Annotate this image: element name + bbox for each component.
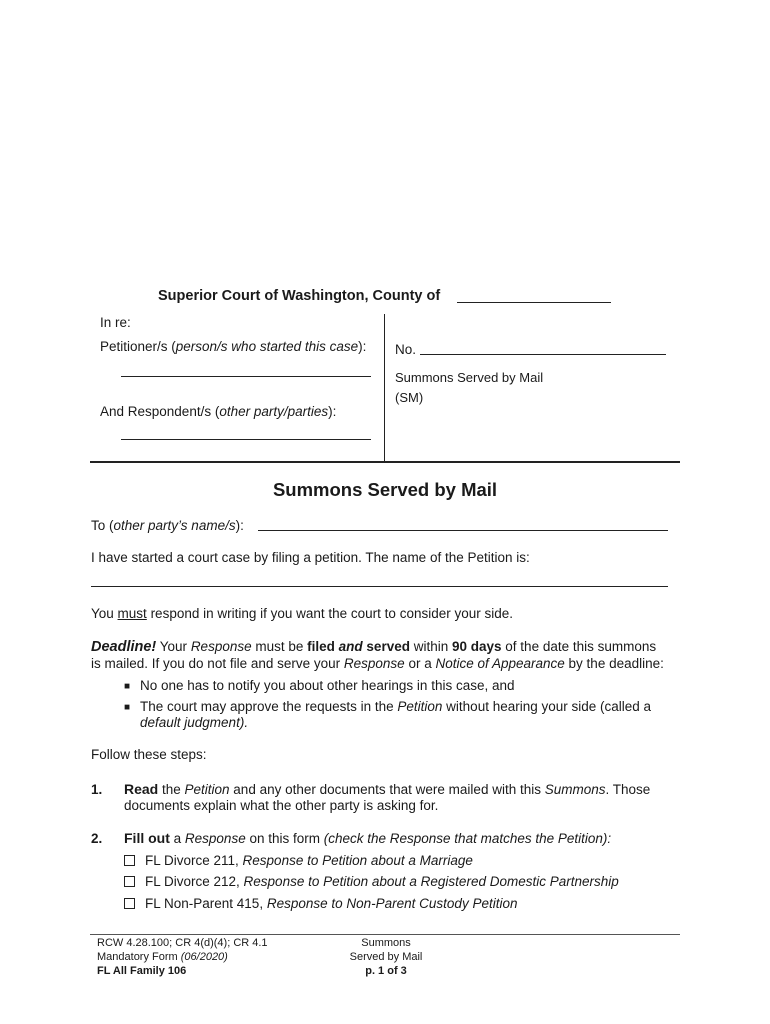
bullet-icon: ■	[124, 681, 131, 692]
deadline-bi2: and	[338, 639, 363, 654]
step-2-line-1	[124, 830, 611, 847]
step-1-line-1	[124, 781, 650, 798]
footer-rule	[90, 934, 680, 935]
deadline-l2-i1: Response	[343, 656, 405, 671]
option-name: Response to Petition about a Marriage	[242, 853, 473, 868]
deadline-l2-t2: or a	[404, 656, 436, 671]
step-2-i2: (check the Response that matches the Petition):	[323, 831, 612, 846]
respondent-label-end: ):	[328, 404, 337, 419]
follow-steps-heading: Follow these steps:	[91, 747, 207, 762]
step-1-t1: the	[158, 782, 185, 797]
deadline-l2-t3: by the deadline:	[564, 656, 664, 671]
checkbox[interactable]	[124, 855, 135, 866]
bullet-icon: ■	[124, 702, 131, 713]
deadline-t2: must be	[251, 639, 308, 654]
footer-mandatory-date: (06/2020)	[180, 951, 228, 963]
deadline-line-1	[91, 638, 656, 656]
step-2-i1: Response	[184, 831, 246, 846]
deadline-b3: 90 days	[452, 639, 502, 654]
footer-center-2: Served by Mail	[349, 951, 423, 963]
page-number: p. 1 of 3	[365, 965, 407, 977]
respondent-label	[100, 403, 336, 420]
must-post: respond in writing if you want the court to consider your side.	[146, 606, 513, 621]
case-number-field[interactable]	[420, 354, 666, 355]
must-respond-text	[91, 605, 513, 622]
footer-form-id: FL All Family 106	[97, 965, 187, 977]
checkbox[interactable]	[124, 898, 135, 909]
bullet-item	[124, 677, 515, 695]
step-2-t2: on this form	[245, 831, 324, 846]
deadline-t4: of the date this summons	[501, 639, 657, 654]
step-1-t2: and any other documents that were mailed with this	[229, 782, 545, 797]
option-name: Response to Petition about a Registered Domestic Partnership	[243, 874, 619, 889]
footer-mandatory-text: Mandatory Form	[97, 951, 181, 963]
checkbox[interactable]	[124, 876, 135, 887]
step-1-line-2: documents explain what the other party is asking for.	[124, 798, 439, 813]
bullet-2-line-2: default judgment).	[140, 715, 249, 730]
response-option-non-parent-415[interactable]	[124, 895, 517, 912]
option-name: Response to Non-Parent Custody Petition	[266, 896, 518, 911]
bullet-1-text: No one has to notify you about other hearings in this case, and	[140, 678, 515, 693]
option-code: FL Divorce 211,	[145, 853, 243, 868]
caption-divider	[384, 314, 385, 462]
must-underlined: must	[117, 606, 147, 621]
response-option-divorce-211[interactable]	[124, 852, 473, 869]
deadline-l2-i2: Notice of Appearance	[435, 656, 565, 671]
step-1-t3: . Those	[605, 782, 651, 797]
petition-name-field[interactable]	[91, 586, 668, 587]
other-party-name-field[interactable]	[258, 530, 668, 531]
step-2-bold: Fill out	[124, 830, 170, 846]
deadline-line-2	[91, 655, 664, 672]
deadline-b1: filed	[307, 639, 339, 654]
footer-center-1: Summons	[361, 937, 411, 949]
step-2-number: 2.	[91, 831, 103, 846]
option-code: FL Divorce 212,	[145, 874, 244, 889]
case-number-label: No.	[395, 342, 417, 357]
step-1-i2: Summons	[544, 782, 606, 797]
court-title-text: Superior Court of Washington, County of	[158, 288, 441, 304]
in-re-label: In re:	[100, 315, 131, 330]
step-2-t1: a	[169, 831, 185, 846]
deadline-l2-t1: is mailed. If you do not file and serve your	[91, 656, 344, 671]
bullet-2-t2: without hearing your side (called a	[442, 699, 652, 714]
court-title	[158, 288, 440, 304]
step-1-number: 1.	[91, 782, 103, 797]
footer-mandatory	[97, 950, 228, 964]
to-label-text: To (	[91, 518, 114, 533]
to-label	[91, 517, 244, 534]
deadline-heading: Deadline!	[91, 639, 157, 655]
deadline-t1: Your	[156, 639, 191, 654]
deadline-i1: Response	[190, 639, 252, 654]
footer-rcw: RCW 4.28.100; CR 4(d)(4); CR 4.1	[97, 937, 268, 949]
petitioner-label	[100, 338, 366, 355]
petitioner-label-text: Petitioner/s (	[100, 339, 176, 354]
deadline-b2: served	[362, 639, 410, 654]
to-label-end: ):	[235, 518, 244, 533]
option-code: FL Non-Parent 415,	[145, 896, 267, 911]
bullet-2-t1: The court may approve the requests in the	[140, 699, 398, 714]
deadline-t3: within	[409, 639, 452, 654]
page-title: Summons Served by Mail	[272, 479, 498, 500]
to-label-italic: other party’s name/s	[113, 518, 236, 533]
form-name-line-2: (SM)	[395, 390, 424, 405]
respondent-label-italic: other party/parties	[219, 404, 329, 419]
intro-text: I have started a court case by filing a petition. The name of the Petition is:	[91, 550, 530, 565]
respondent-label-text: And Respondent/s (	[100, 404, 220, 419]
must-pre: You	[91, 606, 118, 621]
petitioner-name-field[interactable]	[121, 376, 371, 377]
petitioner-label-italic: person/s who started this case	[175, 339, 359, 354]
caption-rule	[90, 461, 680, 463]
step-1-bold: Read	[124, 781, 159, 797]
response-option-divorce-212[interactable]	[124, 873, 619, 890]
respondent-name-field[interactable]	[121, 439, 371, 440]
form-name-line-1: Summons Served by Mail	[395, 370, 544, 385]
step-1-i1: Petition	[184, 782, 230, 797]
county-field[interactable]	[457, 302, 611, 303]
bullet-2-i1: Petition	[397, 699, 443, 714]
petitioner-label-end: ):	[358, 339, 367, 354]
